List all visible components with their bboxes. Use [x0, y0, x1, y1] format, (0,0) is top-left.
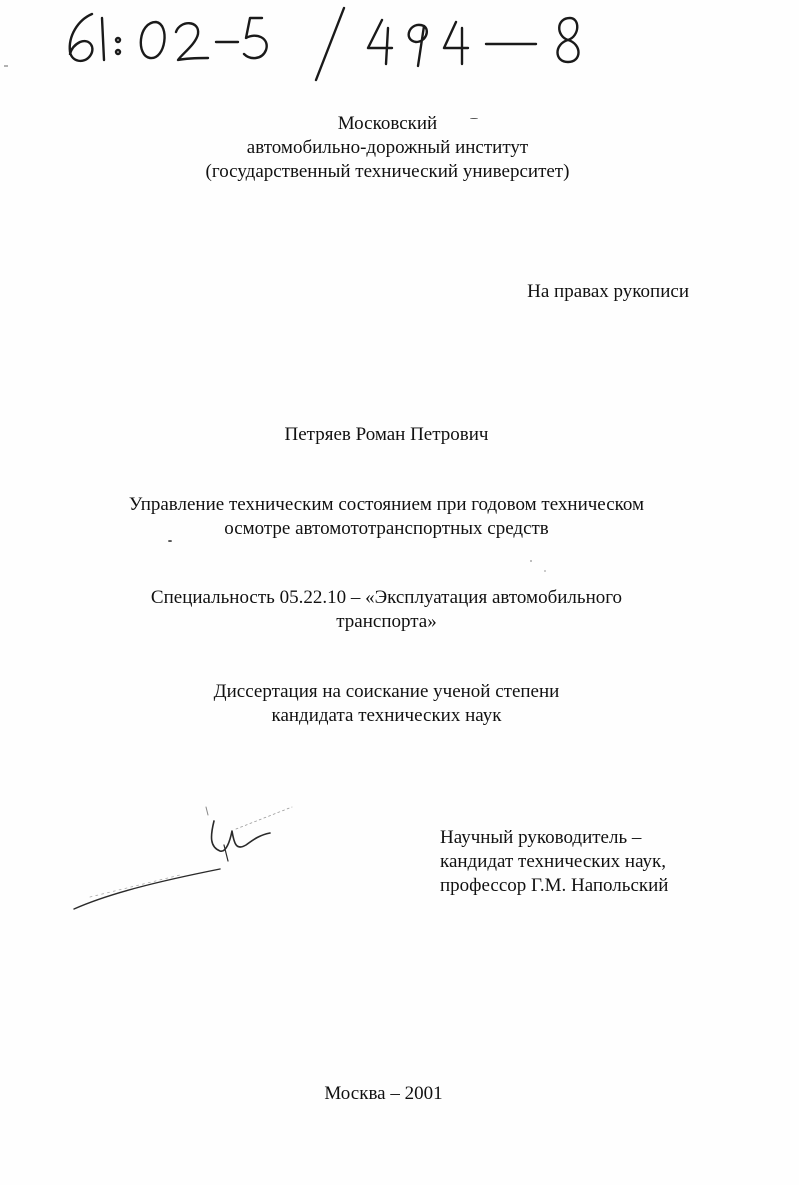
specialty-line-2: транспорта» — [336, 611, 437, 632]
supervisor-line-3: профессор Г.М. Напольский — [440, 875, 669, 896]
author-name: Петряев Роман Петрович — [284, 424, 489, 445]
institution-line-1: Московский — [337, 113, 438, 134]
specialty-line-1: Специальность 05.22.10 – «Эксплуатация автомобильного — [150, 587, 623, 608]
scan-speck — [168, 540, 172, 542]
supervisor-line-1: Научный руководитель – — [440, 827, 642, 848]
supervisor-line-2: кандидат технических наук, — [440, 851, 667, 872]
rights-note: На правах рукописи — [527, 281, 689, 302]
dissertation-title-line-2: осмотре автомототранспортных средств — [224, 518, 549, 539]
degree-line-1: Диссертация на соискание ученой степени — [213, 681, 560, 702]
scan-speck — [470, 118, 478, 119]
city-year: Москва – 2001 — [324, 1083, 443, 1104]
handwritten-archive-number — [0, 0, 799, 110]
scan-speck — [544, 570, 546, 572]
institution-line-2: автомобильно-дорожный институт — [246, 137, 529, 158]
scan-speck — [530, 560, 532, 562]
institution-line-3: (государственный технический университет) — [205, 161, 570, 182]
supervisor-signature — [60, 785, 320, 925]
degree-line-2: кандидата технических наук — [271, 705, 502, 726]
dissertation-title-line-1: Управление техническим состоянием при годовом техническом — [128, 494, 645, 515]
